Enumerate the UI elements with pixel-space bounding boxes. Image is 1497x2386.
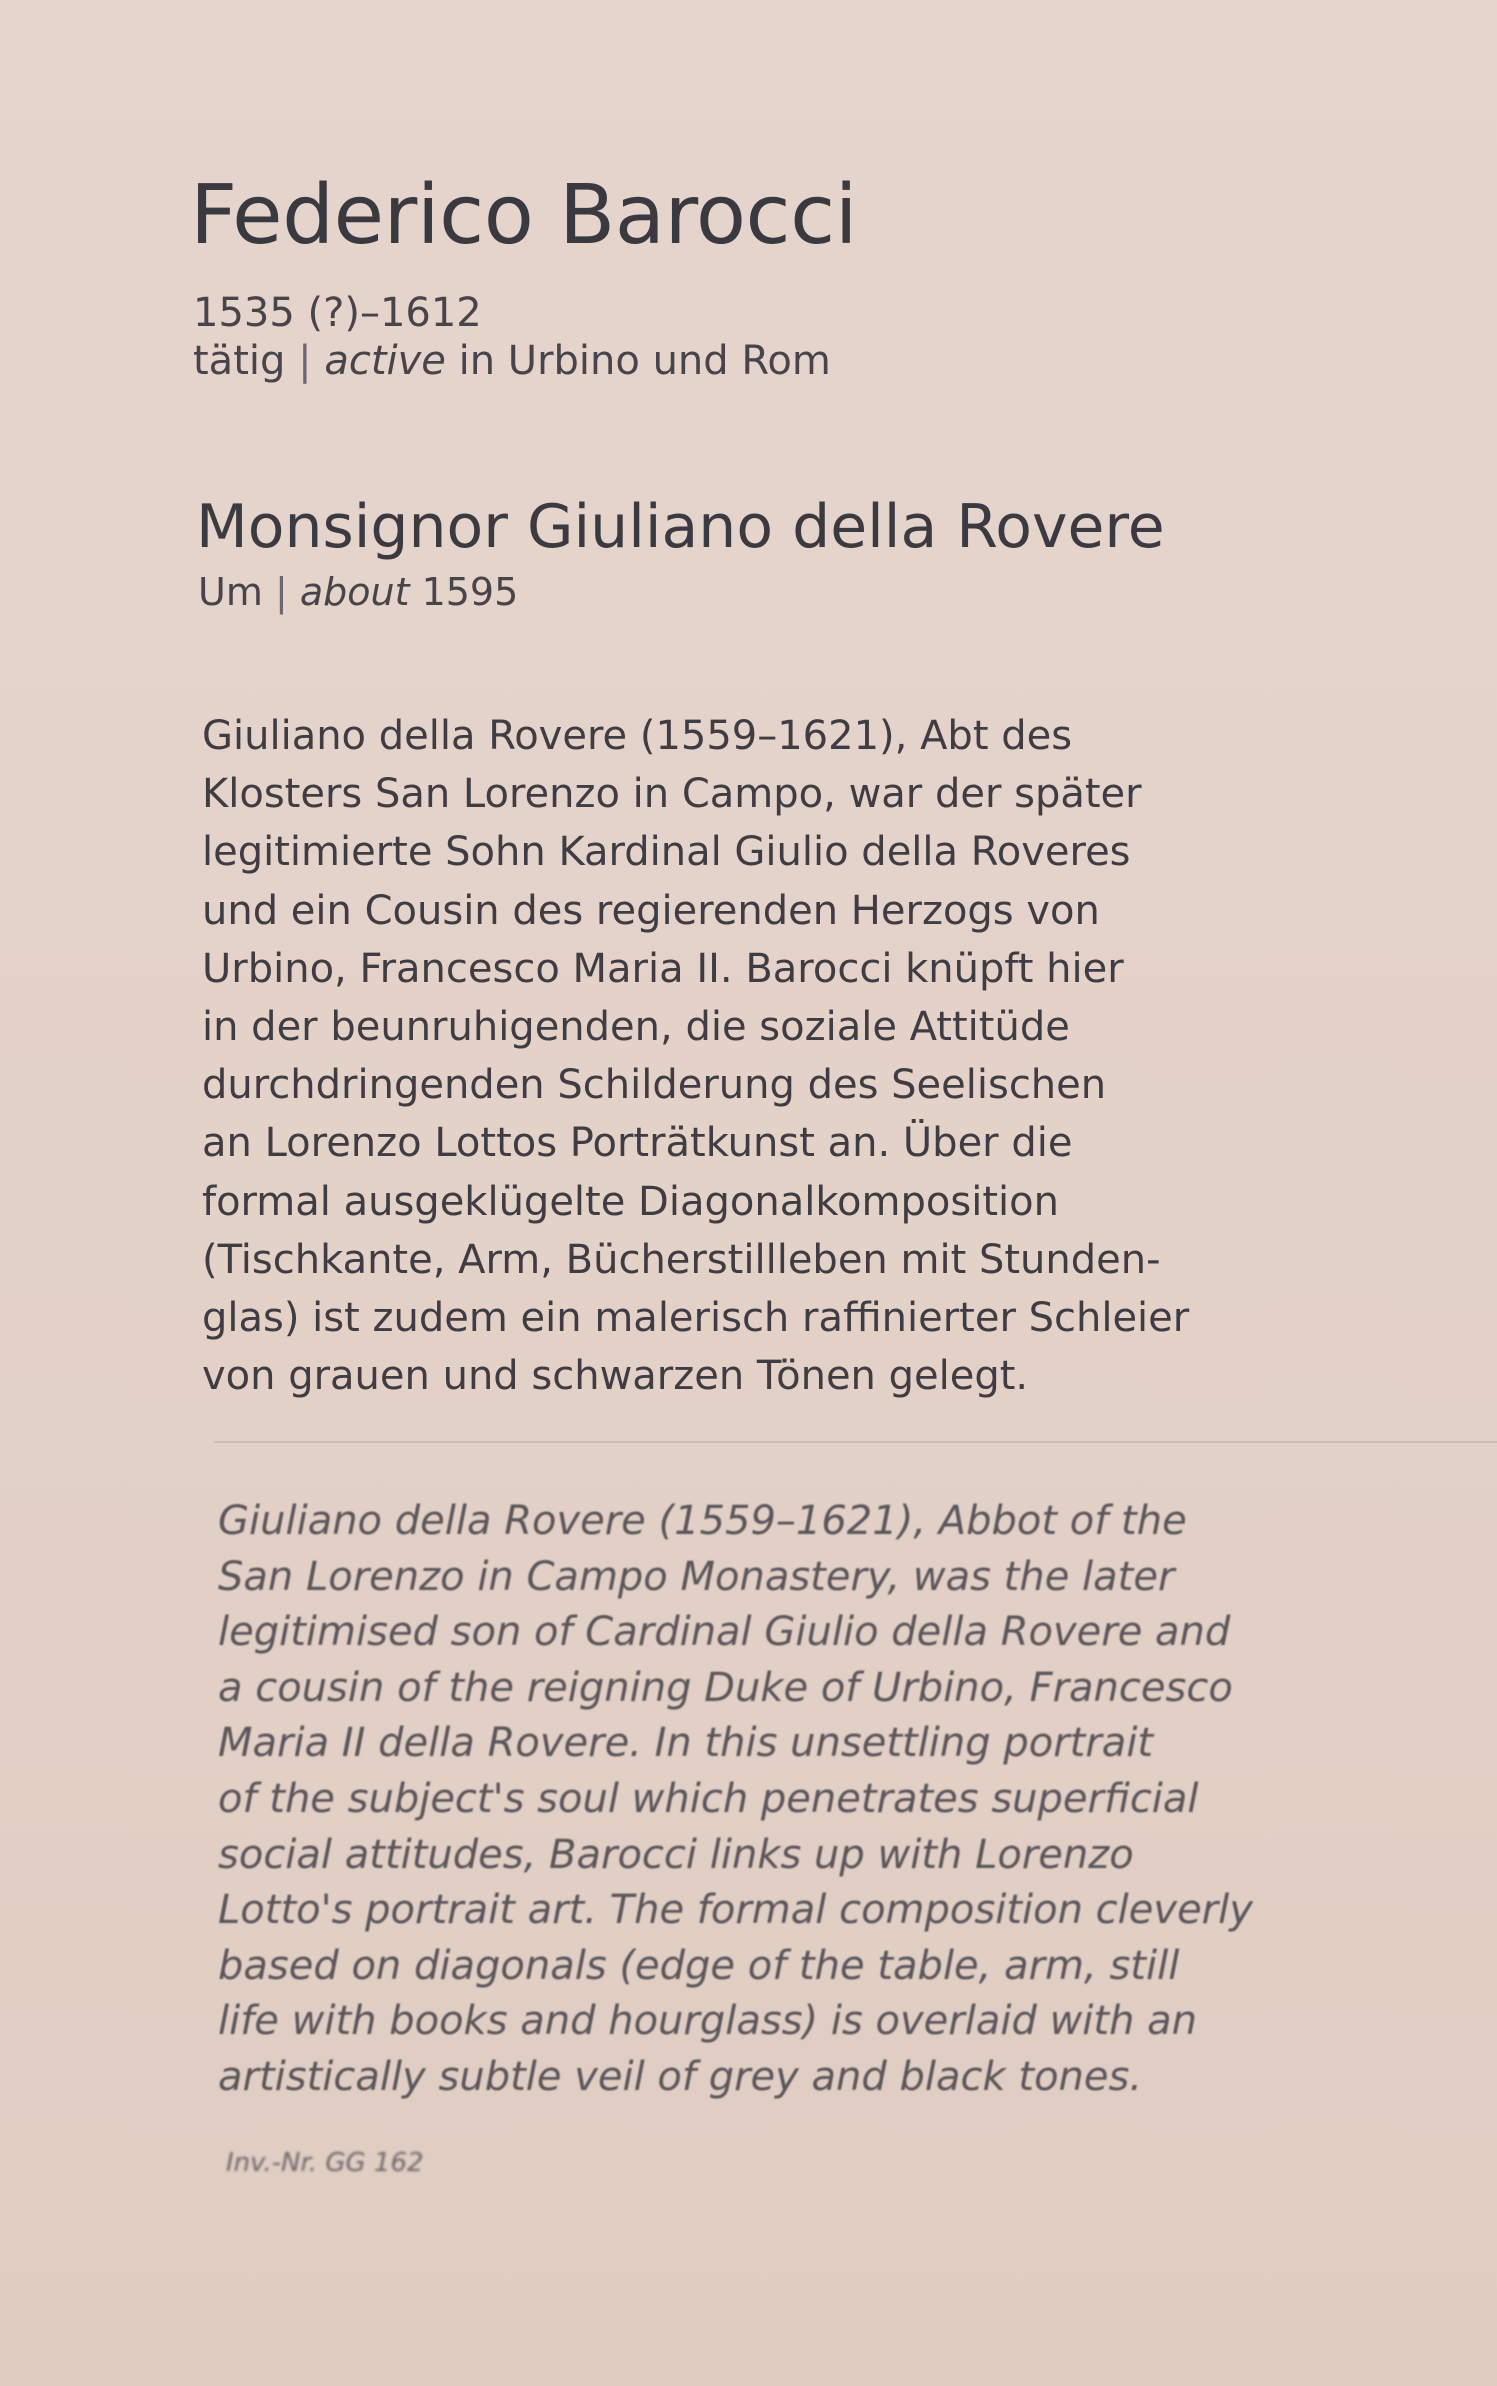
description-de-line: durchdringenden Schilderung des Seelischen <box>202 1062 1107 1109</box>
active-label-de: tätig <box>193 338 286 384</box>
description-de-line: Klosters San Lorenzo in Campo, war der später <box>202 771 1142 818</box>
active-place: in Urbino und Rom <box>458 338 831 384</box>
artwork-title: Monsignor Giuliano della Rovere <box>196 492 1165 562</box>
description-en-line: San Lorenzo in Campo Monastery, was the later <box>218 1553 1175 1600</box>
description-en-line: based on diagonals (edge of the table, arm, still <box>218 1942 1180 1989</box>
artist-name: Federico Barocci <box>190 168 857 263</box>
artist-active-line <box>193 338 831 384</box>
description-en-line: of the subject's soul which penetrates superficial <box>218 1775 1199 1822</box>
artwork-date-line <box>198 570 518 614</box>
date-separator: | <box>274 570 288 614</box>
description-en-line: Giuliano della Rovere (1559–1621), Abbot of the <box>218 1498 1187 1544</box>
description-de-line: formal ausgeklügelte Diagonalkomposition <box>202 1178 1059 1225</box>
description-en-line: social attitudes, Barocci links up with Lorenzo <box>218 1831 1134 1878</box>
date-label-de: Um <box>198 570 263 614</box>
description-de-line: (Tischkante, Arm, Bücherstillleben mit Stunden- <box>202 1236 1161 1283</box>
description-de-line: von grauen und schwarzen Tönen gelegt. <box>202 1353 1029 1400</box>
description-en-line: artistically subtle veil of grey and black tones. <box>218 2053 1143 2100</box>
description-german <box>202 707 1189 1405</box>
description-en-line: legitimised son of Cardinal Giulio della Rovere and <box>218 1609 1231 1656</box>
description-de-line: glas) ist zudem ein malerisch raffinierter Schleier <box>202 1295 1190 1342</box>
description-en-line: Maria II della Rovere. In this unsettling portrait <box>218 1720 1154 1767</box>
section-divider <box>214 1441 1497 1443</box>
description-english <box>218 1494 1253 2106</box>
description-en-line: Lotto's portrait art. The formal composition cleverly <box>218 1887 1253 1934</box>
description-en-line: a cousin of the reigning Duke of Urbino, Francesco <box>218 1664 1233 1711</box>
description-de-line: und ein Cousin des regierenden Herzogs von <box>202 887 1100 934</box>
description-de-line: legitimierte Sohn Kardinal Giulio della Roveres <box>202 829 1131 876</box>
description-de-line: an Lorenzo Lottos Porträtkunst an. Über die <box>202 1120 1073 1167</box>
date-year: 1595 <box>421 570 519 614</box>
description-en-line: life with books and hourglass) is overlaid with an <box>218 1998 1198 2045</box>
description-de-line: Urbino, Francesco Maria II. Barocci knüpft hier <box>202 945 1124 992</box>
active-label-en: active <box>324 338 446 384</box>
artist-dates: 1535 (?)–1612 <box>193 290 482 336</box>
description-de-line: in der beunruhigenden, die soziale Attitüde <box>202 1004 1070 1051</box>
date-label-en: about <box>299 570 410 614</box>
inventory-number: Inv.-Nr. GG 162 <box>226 2148 424 2178</box>
description-de-line: Giuliano della Rovere (1559–1621), Abt des <box>202 713 1073 759</box>
active-separator: | <box>298 338 312 384</box>
